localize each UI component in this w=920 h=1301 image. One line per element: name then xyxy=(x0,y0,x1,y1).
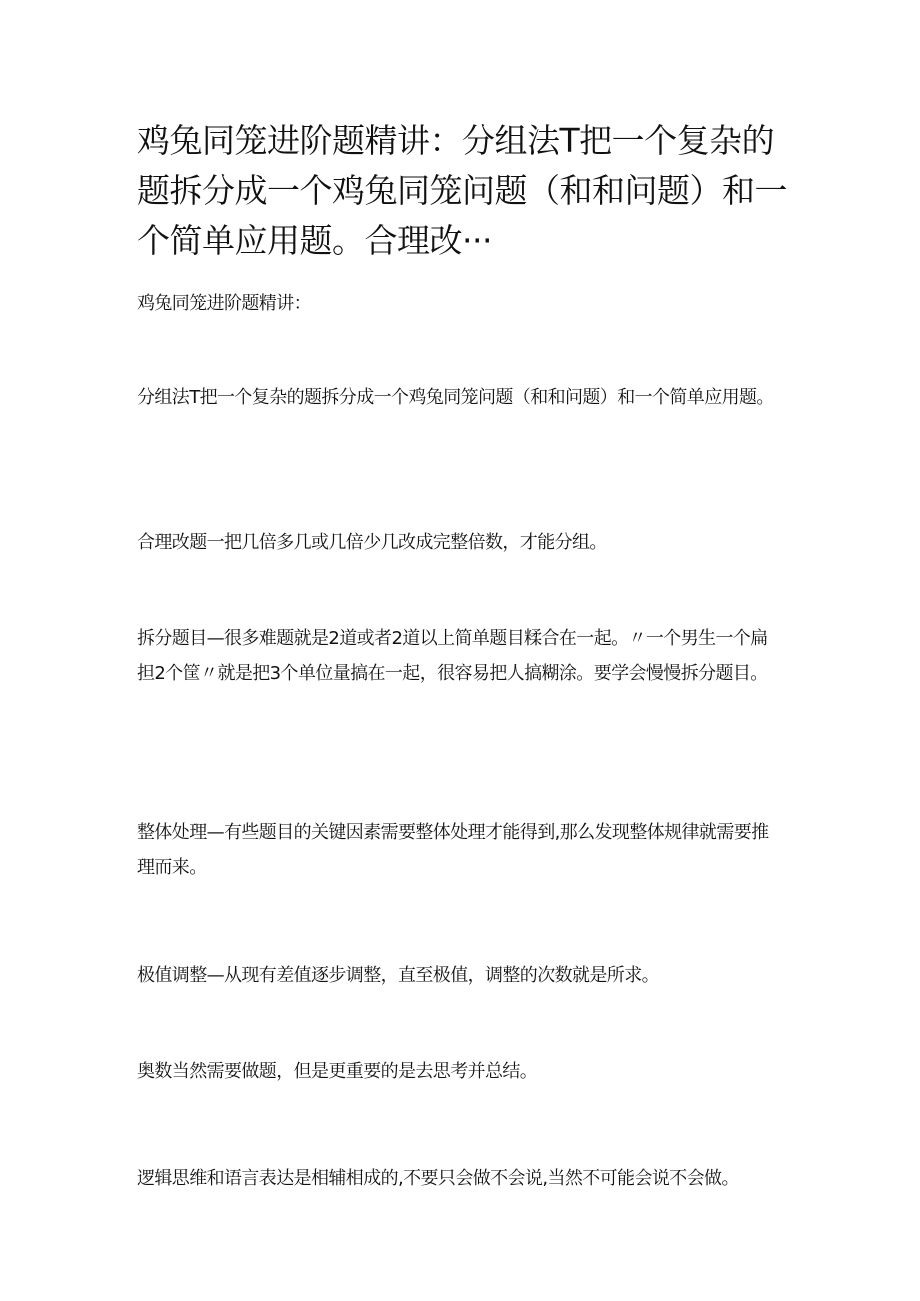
paragraph-olympiad-advice: 奥数当然需要做题，但是更重要的是去思考并总结。 xyxy=(137,1061,538,1082)
paragraph-intro: 鸡兔同笼进阶题精讲： xyxy=(137,293,311,314)
paragraph-holistic-processing: 整体处理—有些题目的关键因素需要整体处理才能得到,那么发现整体规律就需要推理而来。 xyxy=(137,822,769,878)
document-title: 鸡兔同笼进阶题精讲：分组法T把一个复杂的题拆分成一个鸡兔同笼问题（和和问题）和一个简单应用题。合理改··· xyxy=(137,121,787,260)
paragraph-grouping-method: 分组法T把一个复杂的题拆分成一个鸡兔同笼问题（和和问题）和一个简单应用题。 xyxy=(137,387,774,408)
paragraph-extreme-value-adjustment: 极值调整—从现有差值逐步调整，直至极值，调整的次数就是所求。 xyxy=(137,965,659,986)
paragraph-reasonable-rewrite: 合理改题一把几倍多几或几倍少几改成完整倍数，才能分组。 xyxy=(137,532,607,553)
paragraph-split-problem: 拆分题目—很多难题就是2道或者2道以上简单题目糅合在一起。〃一个男生一个扁担2个筐〃就是把3个单位量搞在一起，很容易把人搞糊涂。要学会慢慢拆分题目。 xyxy=(137,628,768,684)
paragraph-logic-and-language: 逻辑思维和语言表达是相辅相成的,不要只会做不会说,当然不可能会说不会做。 xyxy=(137,1168,739,1189)
